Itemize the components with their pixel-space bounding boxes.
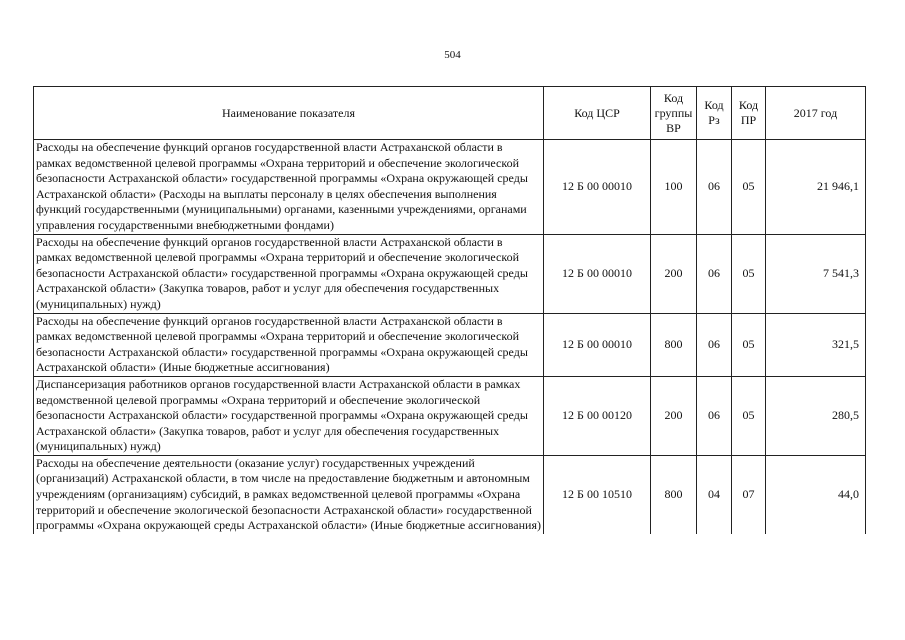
table-row	[34, 376, 866, 455]
table-header-row	[34, 87, 866, 140]
row-indicator-name: Расходы на обеспечение функций органов государственной власти Астраханской области в рамках ведомственной целевой программы «Охрана территорий и обеспечение экологической безопасности Астраханской области» государственной программы «Охрана окружающей среды Астраханской области» (Закупка товаров, работ и услуг для обеспечения государственных (муниципальных) нужд)	[34, 234, 544, 313]
header-csr-code: Код ЦСР	[544, 87, 651, 140]
row-pr-code: 07	[732, 455, 766, 533]
row-vr-code: 200	[651, 376, 697, 455]
row-rz-code: 06	[697, 140, 732, 235]
row-pr-code: 05	[732, 376, 766, 455]
row-amount-2017: 321,5	[766, 313, 866, 376]
header-vr-code: Код группы ВР	[651, 87, 697, 140]
row-amount-2017: 280,5	[766, 376, 866, 455]
row-vr-code: 100	[651, 140, 697, 235]
row-csr-code: 12 Б 00 10510	[544, 455, 651, 533]
row-amount-2017: 21 946,1	[766, 140, 866, 235]
table-row	[34, 140, 866, 235]
row-vr-code: 800	[651, 455, 697, 533]
header-year-2017: 2017 год	[766, 87, 866, 140]
table-row	[34, 455, 866, 533]
header-indicator-name: Наименование показателя	[34, 87, 544, 140]
row-rz-code: 06	[697, 376, 732, 455]
row-amount-2017: 44,0	[766, 455, 866, 533]
row-vr-code: 200	[651, 234, 697, 313]
row-indicator-name: Расходы на обеспечение деятельности (оказание услуг) государственных учреждений (организаций) Астраханской области, в том числе на предоставление бюджетным и автономным учреждениям (организациям) субсидий, в рамках ведомственной целевой программы «Охрана территорий и обеспечение экологической безопасности Астраханской области» государственной программы «Охрана окружающей среды Астраханской области» (Иные бюджетные ассигнования)	[34, 455, 544, 533]
row-pr-code: 05	[732, 313, 766, 376]
row-indicator-name: Расходы на обеспечение функций органов государственной власти Астраханской области в рамках ведомственной целевой программы «Охрана территорий и обеспечение экологической безопасности Астраханской области» государственной программы «Охрана окружающей среды Астраханской области» (Иные бюджетные ассигнования)	[34, 313, 544, 376]
row-pr-code: 05	[732, 234, 766, 313]
row-rz-code: 04	[697, 455, 732, 533]
row-csr-code: 12 Б 00 00010	[544, 140, 651, 235]
row-amount-2017: 7 541,3	[766, 234, 866, 313]
row-csr-code: 12 Б 00 00010	[544, 313, 651, 376]
budget-table	[33, 86, 866, 534]
row-rz-code: 06	[697, 313, 732, 376]
table-row	[34, 313, 866, 376]
row-csr-code: 12 Б 00 00010	[544, 234, 651, 313]
row-vr-code: 800	[651, 313, 697, 376]
header-pr-code: Код ПР	[732, 87, 766, 140]
row-csr-code: 12 Б 00 00120	[544, 376, 651, 455]
row-rz-code: 06	[697, 234, 732, 313]
header-rz-code: Код Рз	[697, 87, 732, 140]
row-pr-code: 05	[732, 140, 766, 235]
row-indicator-name: Диспансеризация работников органов государственной власти Астраханской области в рамках ведомственной целевой программы «Охрана территорий и обеспечение экологической безопасности Астраханской области» государственной программы «Охрана окружающей среды Астраханской области» (Закупка товаров, работ и услуг для обеспечения государственных (муниципальных) нужд)	[34, 376, 544, 455]
row-indicator-name: Расходы на обеспечение функций органов государственной власти Астраханской области в рамках ведомственной целевой программы «Охрана территорий и обеспечение экологической безопасности Астраханской области» государственной программы «Охрана окружающей среды Астраханской области» (Расходы на выплаты персоналу в целях обеспечения выполнения функций государственными (муниципальными) органами, казенными учреждениями, органами управления государственными внебюджетными фондами)	[34, 140, 544, 235]
page-number: 504	[444, 49, 461, 61]
table-row	[34, 234, 866, 313]
